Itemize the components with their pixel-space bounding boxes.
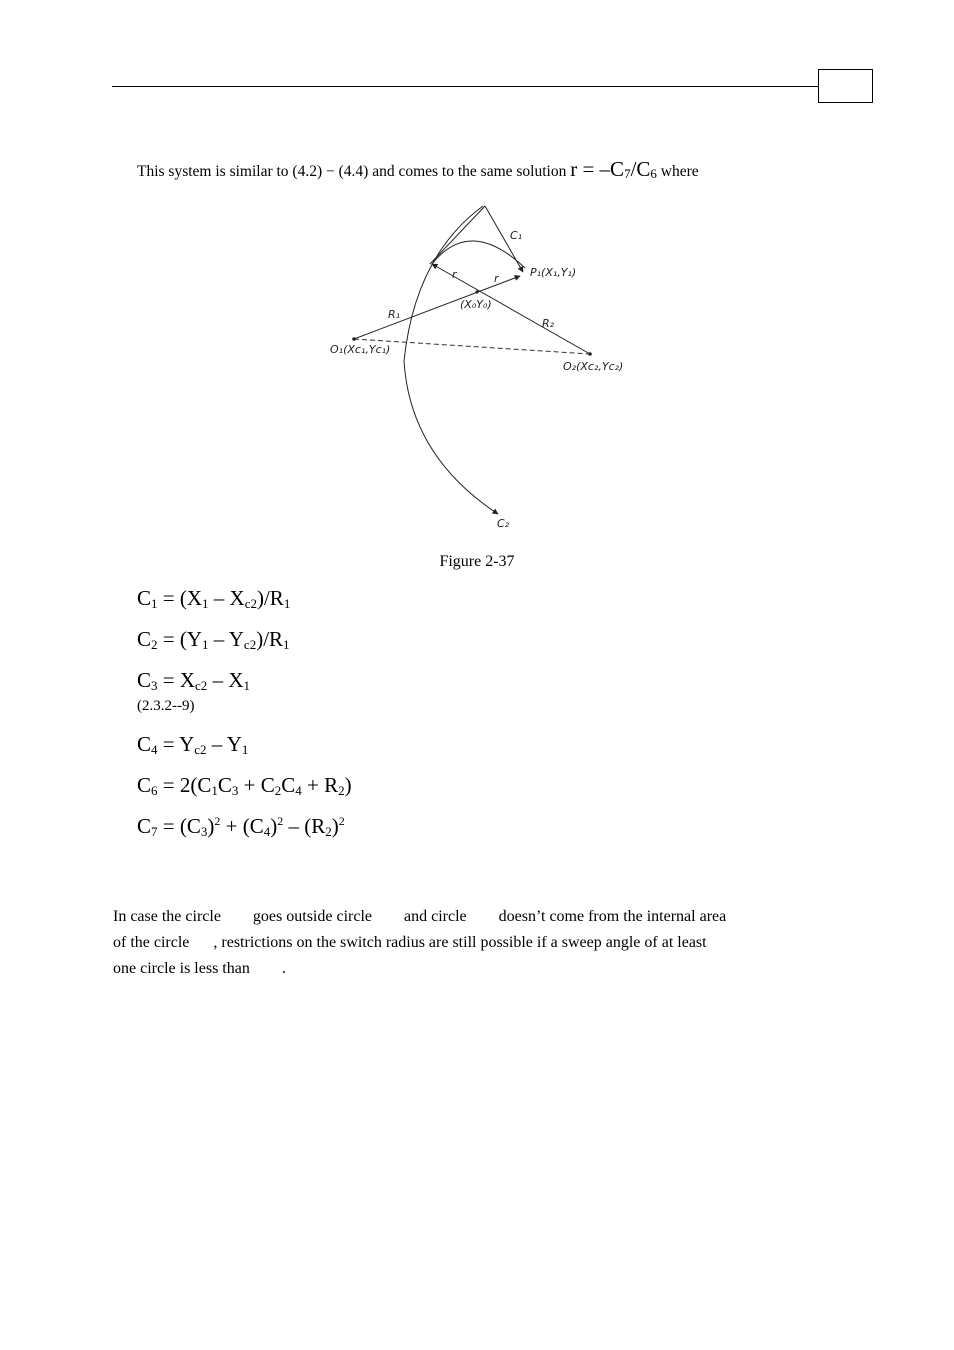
eq7-g: ) [331, 814, 339, 838]
eq6-e: C [281, 773, 296, 797]
intro-formula [570, 157, 657, 181]
eq7-p1: 2 [214, 814, 221, 828]
formula-r: r = –C [570, 157, 625, 181]
equation-number: (2.3.2--9) [137, 698, 195, 714]
eq2-s3: c2 [243, 637, 257, 652]
eq1-b: = (X [157, 586, 203, 610]
paragraph-line-3: one circle is less than . [113, 960, 286, 977]
eq2-c: – Y [208, 627, 244, 651]
eq4-s3: 1 [241, 742, 249, 757]
label-o2: O₂(Xc₂,Yc₂) [563, 360, 624, 373]
eq1-s2: 1 [202, 596, 209, 611]
intro-where: where [656, 163, 699, 180]
eq3-s3: 1 [243, 678, 250, 693]
eq2-b: = (Y [157, 627, 203, 651]
eq6-d: + C [238, 773, 275, 797]
eq6-f: + R [301, 773, 339, 797]
header-rule [112, 86, 818, 87]
equation-c2 [137, 627, 290, 652]
intro-sentence: This system is similar to (4.2) − (4.4) and comes to the same solution [137, 163, 571, 180]
eq6-b: = 2(C [157, 773, 212, 797]
eq2-d: )/R [256, 627, 284, 651]
eq6-c: C [217, 773, 232, 797]
eq7-a: C [137, 814, 152, 838]
eq4-b: = Y [157, 732, 195, 756]
eq7-p3: 2 [338, 814, 345, 828]
eq4-s1: 4 [151, 742, 158, 757]
eq7-d: + (C [220, 814, 264, 838]
arc-c1 [432, 241, 525, 268]
eq3-b: = X [157, 668, 196, 692]
eq2-a: C [137, 627, 152, 651]
eq1-c: – X [208, 586, 245, 610]
eq7-f: – (R [283, 814, 326, 838]
figure-2-37 [320, 196, 640, 536]
eq7-c: ) [207, 814, 215, 838]
point-x0y0 [475, 290, 478, 293]
eq4-c: – Y [206, 732, 242, 756]
figure-diagram [320, 196, 640, 536]
eq6-s3: 3 [231, 783, 239, 798]
label-c2: C₂ [497, 517, 510, 530]
formula-sub6: 6 [650, 166, 657, 181]
equation-c3 [137, 668, 250, 693]
eq6-s2: 1 [211, 783, 218, 798]
eq7-s2: 3 [200, 824, 208, 839]
tangent-line-1 [430, 206, 485, 264]
eq6-s4: 2 [274, 783, 282, 798]
eq1-d: )/R [256, 586, 284, 610]
label-R1: R₁ [388, 308, 401, 321]
equation-c6 [137, 773, 352, 798]
eq6-a: C [137, 773, 152, 797]
label-r-left: r [452, 268, 457, 281]
equation-c1 [137, 586, 290, 611]
point-o1 [352, 337, 356, 341]
label-R2: R₂ [542, 317, 555, 330]
paragraph-line-1: In case the circle goes outside circle and circle doesn’t come from the internal area [113, 908, 727, 925]
eq7-b: = (C [157, 814, 201, 838]
page-number-box [818, 69, 873, 103]
intro-text [137, 156, 699, 185]
eq2-s2: 1 [202, 637, 209, 652]
label-center: (X₀Y₀) [460, 298, 492, 311]
point-o2 [588, 352, 592, 356]
label-r-right: r [494, 272, 499, 285]
equation-c4 [137, 732, 248, 757]
eq7-s3: 4 [263, 824, 271, 839]
eq7-e: ) [270, 814, 278, 838]
eq1-s4: 1 [283, 596, 291, 611]
label-p1: P₁(X₁,Y₁) [530, 266, 577, 279]
label-o1: O₁(Xc₁,Yc₁) [330, 343, 391, 356]
eq4-a: C [137, 732, 152, 756]
eq7-s4: 2 [325, 824, 332, 839]
eq1-a: C [137, 586, 152, 610]
eq6-s1: 6 [151, 783, 158, 798]
eq2-s1: 2 [151, 637, 158, 652]
radius-line-r1 [354, 276, 520, 339]
arc-c2 [404, 206, 498, 514]
eq7-p2: 2 [277, 814, 284, 828]
eq6-s5: 4 [295, 783, 302, 798]
eq3-c: – X [207, 668, 244, 692]
eq6-s6: 2 [338, 783, 345, 798]
equation-c7 [137, 814, 345, 839]
eq1-s1: 1 [151, 596, 158, 611]
eq4-s2: c2 [194, 742, 207, 757]
paragraph-line-2: of the circle , restrictions on the switch radius are still possible if a sweep angle of at least [113, 934, 707, 951]
eq3-s2: c2 [195, 678, 208, 693]
eq1-s3: c2 [244, 596, 257, 611]
eq3-a: C [137, 668, 152, 692]
figure-caption: Figure 2-37 [439, 553, 515, 570]
formula-slash: /C [630, 157, 651, 181]
label-c1: C₁ [510, 229, 523, 242]
eq3-s1: 3 [151, 678, 158, 693]
eq7-s1: 7 [151, 824, 158, 839]
formula-sub7: 7 [624, 166, 631, 181]
eq6-g: ) [344, 773, 352, 797]
eq2-s4: 1 [283, 637, 290, 652]
